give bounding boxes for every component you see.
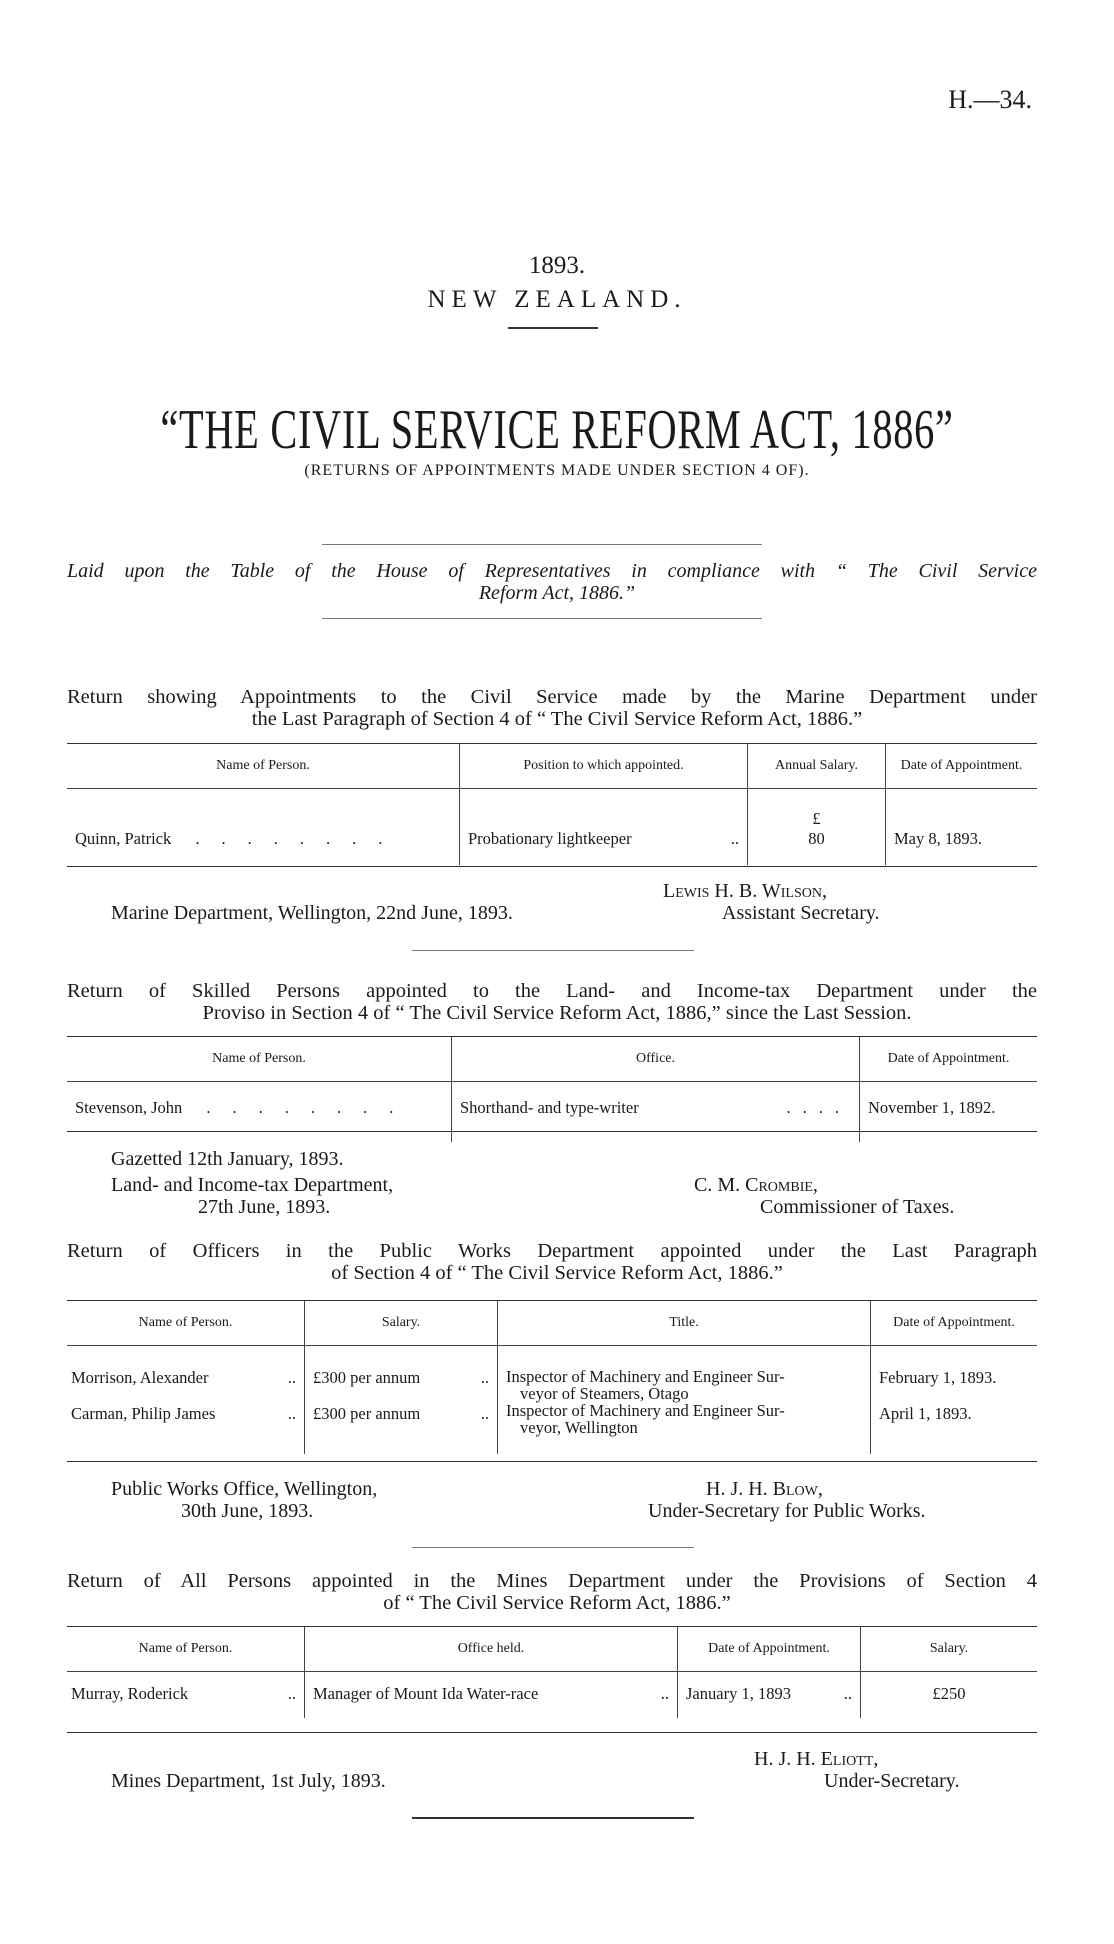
land-col-name: Name of Person. <box>67 1037 452 1082</box>
works-table <box>67 1301 1037 1454</box>
marine-col-date: Date of Appointment. <box>900 758 1023 773</box>
appointment-date: November 1, 1892. <box>868 1098 996 1117</box>
document-subtitle: (RETURNS OF APPOINTMENTS MADE UNDER SECTION 4 OF). <box>304 462 810 479</box>
works-signatory: H. J. H. Blow, <box>706 1478 823 1500</box>
leader-dots: .. <box>660 1684 669 1703</box>
mines-place-date: Mines Department, 1st July, 1893. <box>111 1770 386 1792</box>
marine-col-position: Position to which appointed. <box>460 744 748 789</box>
leader-dots: .. <box>480 1368 489 1387</box>
works-return-heading-line2: of Section 4 of “ The Civil Service Reform Act, 1886.” <box>331 1262 783 1284</box>
appointment-date: May 8, 1893. <box>894 829 982 848</box>
mines-table <box>67 1627 1037 1718</box>
marine-signatory-title: Assistant Secretary. <box>722 902 880 924</box>
office: Shorthand- and type-writer <box>460 1098 639 1117</box>
works-col-date: Date of Appointment. <box>893 1315 1015 1330</box>
table-row <box>67 1672 1037 1718</box>
works-table-bottom-rule <box>67 1461 1037 1462</box>
marine-col-name: Name of Person. <box>67 744 460 789</box>
person-name: Morrison, Alexander <box>71 1368 209 1387</box>
land-signatory: C. M. Crombie, <box>694 1174 818 1196</box>
leader-dots: .. <box>480 1404 489 1423</box>
section-divider <box>412 1547 694 1548</box>
person-name: Stevenson, John <box>75 1098 183 1117</box>
mines-col-salary: Salary. <box>929 1641 969 1656</box>
person-name: Carman, Philip James <box>71 1404 216 1423</box>
works-col-salary: Salary. <box>305 1301 498 1346</box>
leader-dots: .. <box>287 1404 296 1423</box>
mines-signatory: H. J. H. Eliott, <box>754 1748 879 1770</box>
table-row <box>67 1402 1037 1454</box>
works-col-name: Name of Person. <box>67 1301 305 1346</box>
person-name: Murray, Roderick <box>71 1684 189 1703</box>
land-table <box>67 1037 1037 1142</box>
mines-col-date: Date of Appointment. <box>678 1627 861 1672</box>
title-line: Inspector of Machinery and Engineer Sur- <box>506 1367 785 1386</box>
works-return-heading-line1: Return of Officers in the Public Works Department appointed under the Last Paragraph <box>67 1240 1037 1262</box>
title-line: Inspector of Machinery and Engineer Sur- <box>506 1401 785 1420</box>
person-name: Quinn, Patrick <box>75 829 172 848</box>
table-row <box>67 1346 1037 1403</box>
annual-salary: 80 <box>808 829 825 848</box>
salary: £300 per annum <box>313 1368 421 1387</box>
mines-table-bottom-rule <box>67 1732 1037 1733</box>
appointment-date: January 1, 1893 <box>686 1684 791 1703</box>
leader-dots: .. <box>843 1684 852 1703</box>
leader-dots: ........ <box>195 829 405 848</box>
title-line: veyor, Wellington <box>520 1418 638 1437</box>
mines-col-name: Name of Person. <box>67 1627 305 1672</box>
land-signatory-title: Commissioner of Taxes. <box>760 1196 955 1218</box>
mines-col-office: Office held. <box>305 1627 678 1672</box>
position: Probationary lightkeeper <box>468 829 632 848</box>
marine-table <box>67 744 1037 865</box>
closing-rule <box>412 1817 694 1819</box>
marine-place-date: Marine Department, Wellington, 22nd June, 1893. <box>111 902 513 924</box>
laid-statement-line1: Laid upon the Table of the House of Representatives in compliance with “ The Civil Service <box>67 560 1037 582</box>
works-place-line2: 30th June, 1893. <box>181 1500 314 1522</box>
land-col-office: Office. <box>452 1037 860 1082</box>
leader-dots: .... <box>786 1098 851 1117</box>
mines-return-heading-line1: Return of All Persons appointed in the Mines Department under the Provisions of Section 4 <box>67 1570 1037 1592</box>
mines-signatory-title: Under-Secretary. <box>824 1770 960 1792</box>
works-signatory-title: Under-Secretary for Public Works. <box>648 1500 926 1522</box>
mines-return-heading-line2: of “ The Civil Service Reform Act, 1886.” <box>383 1592 731 1614</box>
works-col-title: Title. <box>498 1301 871 1346</box>
laid-rule-top <box>322 544 762 545</box>
table-row <box>67 789 1037 865</box>
land-return-heading-line1: Return of Skilled Persons appointed to the Land- and Income-tax Department under the <box>67 980 1037 1002</box>
land-place-line1: Land- and Income-tax Department, <box>111 1174 394 1196</box>
leader-dots: .. <box>730 829 739 848</box>
works-place-line1: Public Works Office, Wellington, <box>111 1478 378 1500</box>
leader-dots: .. <box>287 1368 296 1387</box>
leader-dots: .. <box>287 1684 296 1703</box>
table-row <box>67 1082 1037 1142</box>
land-return-heading-line2: Proviso in Section 4 of “ The Civil Service Reform Act, 1886,” since the Last Session. <box>202 1002 912 1024</box>
laid-rule-bottom <box>322 618 762 619</box>
salary: £250 <box>932 1684 966 1703</box>
appointment-date: February 1, 1893. <box>879 1368 997 1387</box>
marine-signatory: Lewis H. B. Wilson, <box>663 880 827 902</box>
marine-table-bottom-rule <box>67 866 1037 867</box>
office: Manager of Mount Ida Water-race <box>313 1684 539 1703</box>
land-table-bottom-rule <box>67 1131 1037 1132</box>
document-title: “THE CIVIL SERVICE REFORM ACT, 1886” <box>160 399 954 461</box>
year: 1893. <box>528 252 586 279</box>
header-rule <box>508 327 598 329</box>
marine-col-salary: Annual Salary. <box>748 744 886 789</box>
land-place-line2: 27th June, 1893. <box>198 1196 331 1218</box>
section-divider <box>412 950 694 951</box>
title-line: veyor of Steamers, Otago <box>520 1384 689 1403</box>
marine-return-heading-line2: the Last Paragraph of Section 4 of “ The Civil Service Reform Act, 1886.” <box>251 708 863 730</box>
salary: £300 per annum <box>313 1404 421 1423</box>
leader-dots: ........ <box>206 1098 416 1117</box>
laid-statement-line2: Reform Act, 1886.” <box>478 582 636 604</box>
marine-return-heading-line1: Return showing Appointments to the Civil Service made by the Marine Department under <box>67 686 1037 708</box>
country: NEW ZEALAND. <box>427 286 687 313</box>
land-gazetted: Gazetted 12th January, 1893. <box>111 1148 344 1170</box>
currency-symbol: £ <box>812 809 821 828</box>
appointment-date: April 1, 1893. <box>879 1404 972 1423</box>
page-identifier: H.—34. <box>948 85 1032 114</box>
land-col-date: Date of Appointment. <box>887 1051 1010 1066</box>
